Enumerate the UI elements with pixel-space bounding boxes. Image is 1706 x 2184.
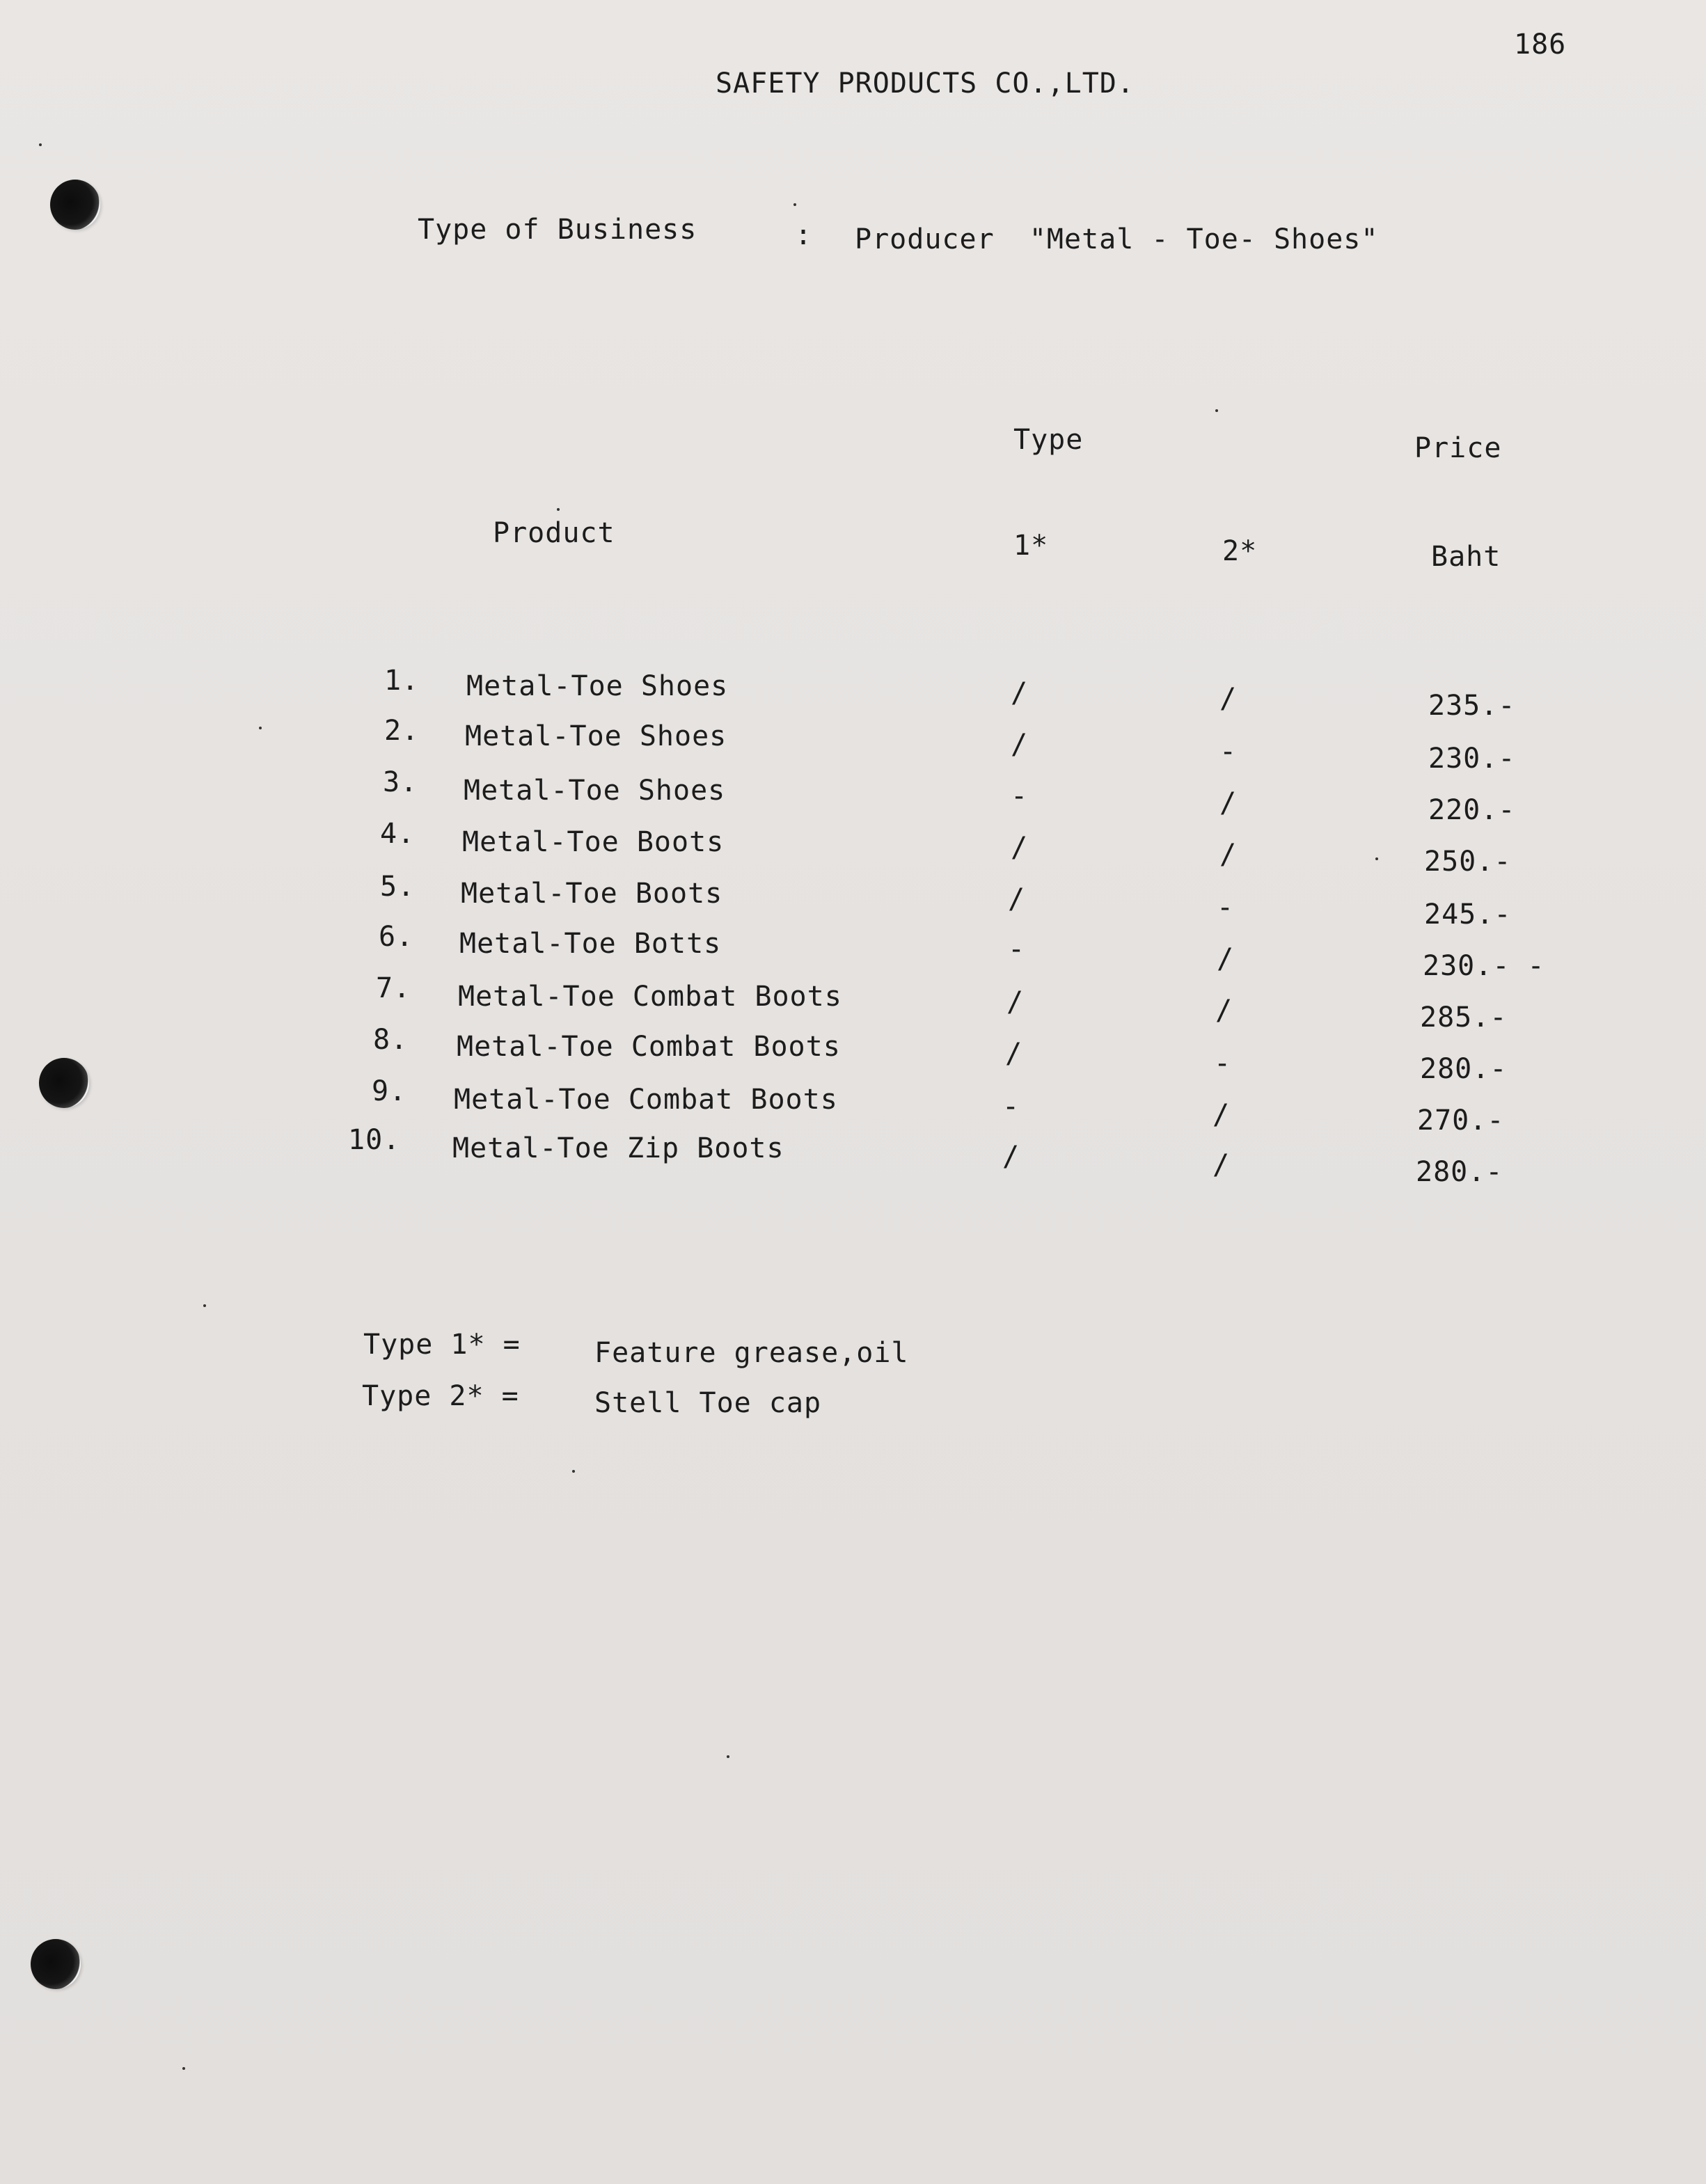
row-number: 1. xyxy=(384,665,420,697)
type1-mark: - xyxy=(1002,1091,1020,1123)
price-value: 235.- xyxy=(1428,690,1516,722)
paper-speck xyxy=(572,1470,575,1473)
column-header-price: Price xyxy=(1414,432,1502,464)
type2-mark: - xyxy=(1214,1047,1232,1079)
paper-speck xyxy=(793,203,796,206)
row-number: 7. xyxy=(376,972,411,1004)
price-value: 270.- xyxy=(1417,1105,1505,1137)
row-number: 2. xyxy=(384,715,420,747)
product-name: Metal-Toe Zip Boots xyxy=(452,1132,784,1164)
type2-mark: - xyxy=(1219,736,1238,768)
price-value: 245.- xyxy=(1424,899,1512,931)
product-name: Metal-Toe Shoes xyxy=(466,670,729,702)
price-value: 230.- - xyxy=(1423,950,1545,982)
paper-speck xyxy=(1215,409,1218,412)
type2-mark: / xyxy=(1219,839,1238,871)
paper-speck xyxy=(557,508,560,511)
row-number: 10. xyxy=(348,1124,401,1156)
type1-mark: - xyxy=(1008,933,1026,965)
price-value: 250.- xyxy=(1424,846,1512,878)
type1-mark: / xyxy=(1011,677,1029,709)
product-name: Metal-Toe Combat Boots xyxy=(457,1031,841,1063)
company-title: SAFETY PRODUCTS CO.,LTD. xyxy=(716,68,1135,100)
paper-speck xyxy=(1375,857,1378,860)
paper-speck xyxy=(39,143,42,146)
row-number: 6. xyxy=(379,921,414,953)
type2-mark: / xyxy=(1213,1149,1231,1181)
legend-value-type1: Feature grease,oil xyxy=(594,1337,909,1369)
paper-speck xyxy=(259,727,262,729)
type2-mark: / xyxy=(1219,787,1238,819)
legend-value-type2: Stell Toe cap xyxy=(594,1387,822,1419)
business-type-label: Type of Business xyxy=(418,214,697,246)
product-name: Metal-Toe Combat Boots xyxy=(454,1084,838,1116)
type1-mark: / xyxy=(1002,1141,1020,1173)
binder-hole-bottom xyxy=(31,1939,81,1989)
product-name: Metal-Toe Boots xyxy=(461,878,723,910)
business-type-separator: : xyxy=(795,219,813,251)
product-name: Metal-Toe Botts xyxy=(459,928,722,960)
type2-mark: / xyxy=(1217,943,1235,975)
price-value: 220.- xyxy=(1428,794,1516,826)
binder-hole-top xyxy=(50,180,100,230)
type2-mark: - xyxy=(1217,892,1235,924)
business-type-value: Producer "Metal - Toe- Shoes" xyxy=(855,223,1379,255)
row-number: 8. xyxy=(373,1024,409,1056)
paper-speck xyxy=(203,1304,206,1307)
type1-mark: / xyxy=(1011,729,1029,761)
product-name: Metal-Toe Boots xyxy=(462,826,725,858)
legend-key-type2: Type 2* = xyxy=(362,1380,519,1412)
type1-mark: / xyxy=(1008,883,1026,915)
page-number: 186 xyxy=(1514,29,1567,61)
column-header-type: Type xyxy=(1013,424,1084,456)
row-number: 9. xyxy=(372,1075,407,1107)
type1-mark: - xyxy=(1011,780,1029,812)
type2-mark: / xyxy=(1213,1099,1231,1131)
row-number: 5. xyxy=(380,871,416,903)
type1-mark: / xyxy=(1011,832,1029,864)
paper-speck xyxy=(182,2067,185,2070)
paper-speck xyxy=(727,1755,729,1758)
type1-mark: / xyxy=(1005,1038,1023,1070)
legend-key-type1: Type 1* = xyxy=(363,1329,521,1361)
price-value: 285.- xyxy=(1420,1002,1508,1034)
row-number: 3. xyxy=(383,766,418,798)
product-name: Metal-Toe Shoes xyxy=(465,720,727,752)
column-header-type2: 2* xyxy=(1222,535,1258,567)
column-header-type1: 1* xyxy=(1013,530,1049,562)
price-value: 280.- xyxy=(1416,1156,1503,1188)
column-header-price-unit: Baht xyxy=(1431,541,1501,573)
column-header-product: Product xyxy=(493,517,615,549)
type1-mark: / xyxy=(1006,986,1025,1018)
price-value: 230.- xyxy=(1428,743,1516,775)
product-name: Metal-Toe Shoes xyxy=(464,775,726,807)
row-number: 4. xyxy=(380,818,416,850)
price-value: 280.- xyxy=(1420,1053,1508,1085)
type2-mark: / xyxy=(1215,995,1233,1027)
product-name: Metal-Toe Combat Boots xyxy=(458,981,842,1013)
type2-mark: / xyxy=(1219,683,1238,715)
binder-hole-middle xyxy=(39,1058,89,1108)
